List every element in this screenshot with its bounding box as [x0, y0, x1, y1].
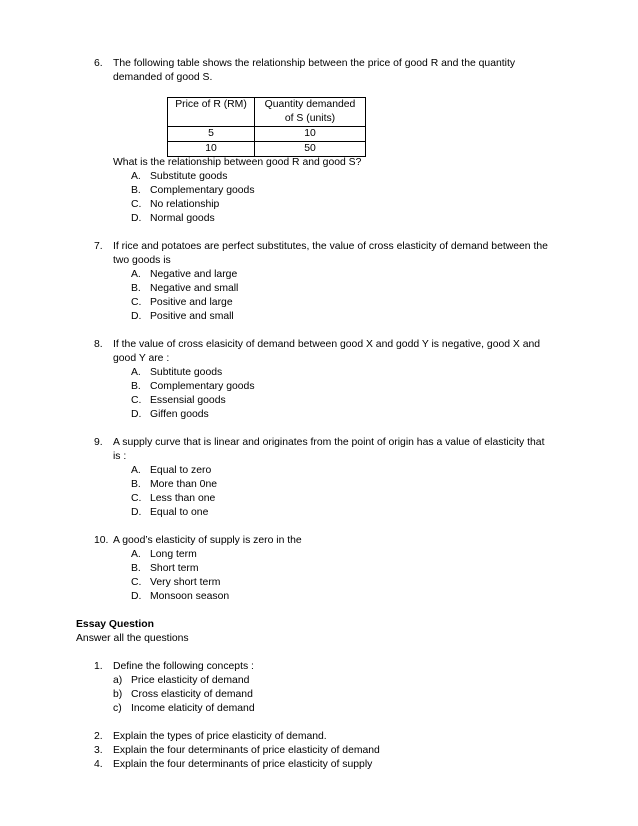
table-header-price: Price of R (RM) — [168, 98, 255, 127]
option-text: Normal goods — [150, 213, 215, 224]
essay-question-text: Define the following concepts : — [113, 661, 254, 672]
question-stem-line: A good’s elasticity of supply is zero in the — [113, 535, 302, 546]
sub-item-text: Income elaticity of demand — [131, 703, 255, 714]
question-number: 7. — [94, 241, 103, 252]
question-number: 9. — [94, 437, 103, 448]
sub-item-text: Cross elasticity of demand — [131, 689, 253, 700]
option-letter: B. — [131, 283, 141, 294]
option-text: Equal to zero — [150, 465, 212, 476]
question-stem-line: two goods is — [113, 255, 171, 266]
essay-question-text: Explain the types of price elasticity of demand. — [113, 731, 327, 742]
option-letter: A. — [131, 171, 141, 182]
option-letter: B. — [131, 381, 141, 392]
question-stem-line: good Y are : — [113, 353, 170, 364]
option-letter: C. — [131, 577, 142, 588]
option-text: Negative and large — [150, 269, 238, 280]
question-stem-line: demanded of good S. — [113, 72, 213, 83]
option-text: Less than one — [150, 493, 216, 504]
question-number: 6. — [94, 58, 103, 69]
option-letter: D. — [131, 409, 142, 420]
option-text: Negative and small — [150, 283, 239, 294]
option-text: Monsoon season — [150, 591, 230, 602]
option-text: Short term — [150, 563, 199, 574]
essay-question-text: Explain the four determinants of price elasticity of supply — [113, 759, 373, 770]
option-letter: D. — [131, 591, 142, 602]
sub-item-letter: b) — [113, 689, 123, 700]
option-letter: B. — [131, 185, 141, 196]
essay-instruction: Answer all the questions — [76, 633, 189, 644]
table-cell-price: 10 — [168, 142, 255, 157]
option-text: No relationship — [150, 199, 220, 210]
option-letter: A. — [131, 549, 141, 560]
table-header-quantity-line1: Quantity demanded — [264, 99, 356, 110]
option-text: Equal to one — [150, 507, 209, 518]
question-stem-line: If rice and potatoes are perfect substitutes, the value of cross elasticity of demand between the — [113, 241, 548, 252]
option-letter: B. — [131, 563, 141, 574]
essay-question-number: 2. — [94, 731, 103, 742]
table-row — [168, 127, 366, 142]
question-number: 10. — [94, 535, 109, 546]
option-letter: A. — [131, 367, 141, 378]
essay-question-text: Explain the four determinants of price elasticity of demand — [113, 745, 380, 756]
option-letter: D. — [131, 311, 142, 322]
option-text: Giffen goods — [150, 409, 209, 420]
table-cell-quantity: 10 — [255, 127, 366, 142]
option-letter: C. — [131, 297, 142, 308]
question-stem-line: If the value of cross elasicity of demand between good X and godd Y is negative, good X and — [113, 339, 541, 350]
option-letter: A. — [131, 465, 141, 476]
question-text: What is the relationship between good R and good S? — [113, 157, 362, 168]
option-letter: C. — [131, 199, 142, 210]
option-letter: D. — [131, 507, 142, 518]
option-text: Substitute goods — [150, 171, 228, 182]
option-text: Essensial goods — [150, 395, 226, 406]
option-text: Positive and large — [150, 297, 233, 308]
question-stem-line: is : — [113, 451, 127, 462]
question-number: 8. — [94, 339, 103, 350]
option-letter: C. — [131, 493, 142, 504]
option-text: Long term — [150, 549, 197, 560]
question-stem-line: A supply curve that is linear and originates from the point of origin has a value of elasticity that — [113, 437, 545, 448]
question-stem-line: The following table shows the relationship between the price of good R and the quantity — [113, 58, 516, 69]
option-text: Complementary goods — [150, 381, 255, 392]
option-text: Very short term — [150, 577, 221, 588]
option-text: Positive and small — [150, 311, 234, 322]
table-header-quantity — [255, 98, 366, 127]
option-letter: D. — [131, 213, 142, 224]
option-text: Complementary goods — [150, 185, 255, 196]
sub-item-text: Price elasticity of demand — [131, 675, 250, 686]
table-cell-price: 5 — [168, 127, 255, 142]
table-cell-quantity: 50 — [255, 142, 366, 157]
essay-heading: Essay Question — [76, 619, 154, 630]
table-header-row — [168, 98, 366, 127]
price-quantity-table — [167, 97, 366, 157]
essay-question-number: 3. — [94, 745, 103, 756]
sub-item-letter: c) — [113, 703, 122, 714]
option-letter: B. — [131, 479, 141, 490]
sub-item-letter: a) — [113, 675, 123, 686]
table-header-quantity-line2: of S (units) — [284, 113, 336, 124]
essay-question-number: 4. — [94, 759, 103, 770]
option-text: Subtitute goods — [150, 367, 223, 378]
essay-question-number: 1. — [94, 661, 103, 672]
option-letter: C. — [131, 395, 142, 406]
table-row — [168, 142, 366, 157]
option-letter: A. — [131, 269, 141, 280]
option-text: More than 0ne — [150, 479, 218, 490]
